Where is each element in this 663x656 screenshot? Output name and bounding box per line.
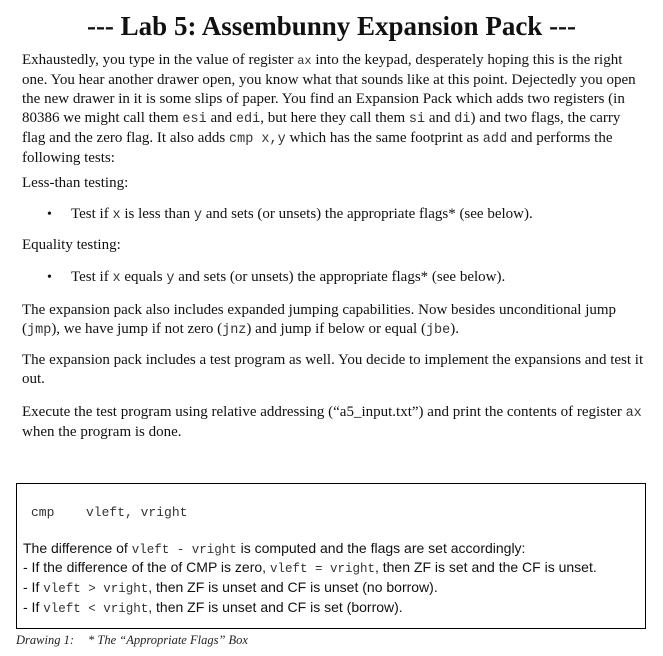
jmp-code: jmp: [27, 323, 52, 338]
drawing-caption: [16, 633, 248, 648]
intro-text-5: and: [425, 110, 455, 126]
register-ax-code: ax: [625, 406, 642, 421]
less-than-heading: Less-than testing:: [22, 175, 129, 191]
intro-text-4: , but here they call them: [260, 110, 409, 126]
cmp-code-line: [31, 505, 188, 520]
intro-text-1: Exhaustedly, you type in the value of register: [22, 52, 298, 68]
bullet-icon: •: [47, 270, 52, 285]
caption-text: * The “Appropriate Flags” Box: [88, 633, 248, 647]
cmp-instruction-code: cmp x,y: [229, 132, 286, 147]
cmp-operands: vleft, vright: [86, 505, 188, 520]
register-si-code: si: [408, 112, 426, 127]
test-program-paragraph: The expansion pack includes a test program as well. You decide to implement the expansions and test it out.: [22, 352, 644, 387]
jnz-code: jnz: [222, 323, 247, 338]
register-esi-code: esi: [182, 112, 207, 127]
page-title: --- Lab 5: Assembunny Expansion Pack ---: [86, 11, 577, 41]
intro-text-3: and: [206, 110, 236, 126]
add-instruction-code: add: [482, 132, 508, 147]
intro-paragraph: [22, 51, 647, 168]
jump-paragraph: The expansion pack also includes expanded jumping capabilities. Now besides unconditional jump (jmp), we have jump if not zero (jnz) and jump if below or equal (jbe).: [22, 302, 617, 338]
register-di-code: di: [454, 112, 471, 127]
flags-line-2: - If the difference of the of CMP is zero, vleft = vright, then ZF is set and the CF is unset.: [23, 559, 597, 576]
flags-line-1: The difference of vleft - vright is computed and the flags are set accordingly:: [23, 540, 526, 557]
equality-bullet-text: Test if x equals y and sets (or unsets) the appropriate flags* (see below).: [71, 269, 506, 286]
cmp-opcode: cmp: [31, 505, 55, 520]
register-edi-code: edi: [235, 112, 261, 127]
bullet-icon: •: [47, 207, 52, 222]
jbe-code: jbe: [425, 323, 451, 338]
register-ax-code: ax: [297, 54, 312, 68]
less-than-bullet-text: Test if x is less than y and sets (or unsets) the appropriate flags* (see below).: [71, 206, 533, 223]
appropriate-flags-box: [16, 483, 646, 629]
intro-text-6: ) and two flags, the carry flag and the zero flag. It also adds: [22, 110, 621, 146]
caption-label: Drawing 1:: [16, 633, 74, 647]
equality-heading: Equality testing:: [22, 237, 121, 253]
flags-line-3: - If vleft > vright, then ZF is unset and CF is unset (no borrow).: [23, 579, 438, 596]
intro-text-2: into the keypad, desperately hoping this is the right one. You hear another drawer open, you know what that sounds like at this point. Dejectedly you open the new drawer in it is some slips of paper. You find an Expansion Pack which adds two registers (in 80386 we might call them: [22, 52, 636, 126]
intro-text-7: which has the same footprint as: [285, 130, 483, 146]
execute-paragraph: Execute the test program using relative addressing (“a5_input.txt”) and print the contents of register ax when the program is done.: [22, 404, 642, 440]
flags-line-4: - If vleft < vright, then ZF is unset and CF is set (borrow).: [23, 599, 403, 616]
intro-text-8: and performs the following tests:: [22, 130, 613, 166]
